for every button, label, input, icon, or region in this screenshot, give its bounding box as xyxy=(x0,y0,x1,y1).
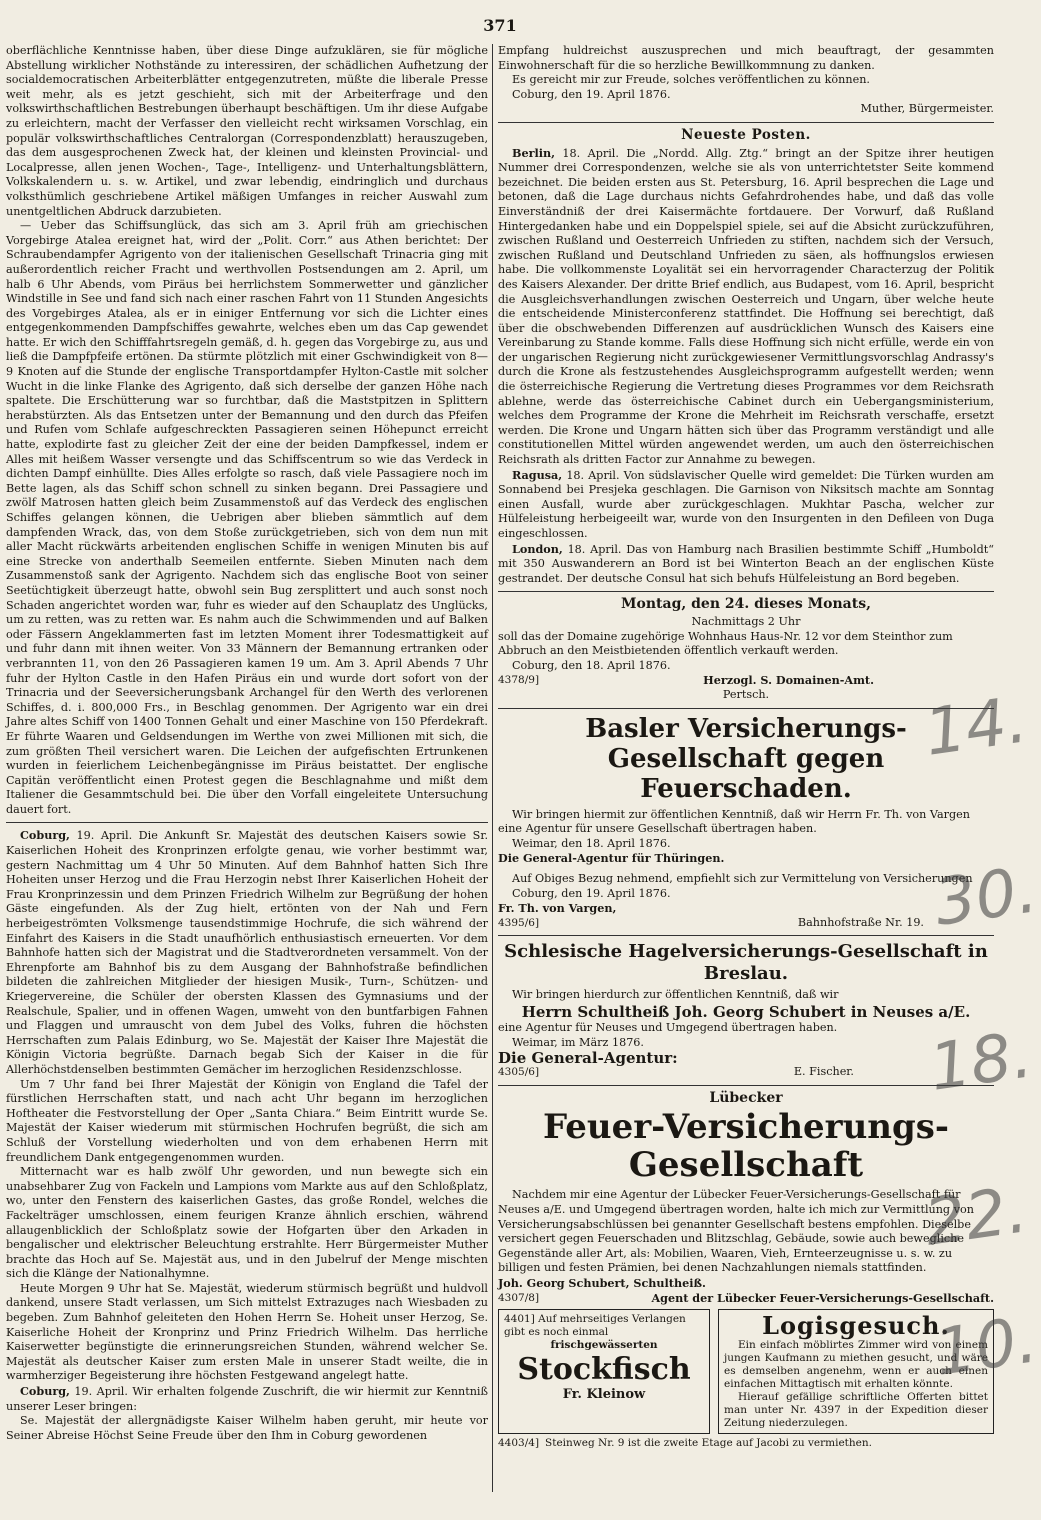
section-heading: Neueste Posten. xyxy=(681,126,811,143)
ad-text: Wir bringen hierdurch zur öffentlichen Kenntniß, daß wir xyxy=(512,988,839,1002)
ad-date: Coburg, den 19. April 1876. xyxy=(512,886,671,900)
divider xyxy=(498,591,994,592)
ad-luebecker xyxy=(498,1091,994,1305)
left-column xyxy=(6,44,488,1510)
ad-hagel xyxy=(498,941,994,1080)
news-text: 18. April. Von südslavischer Quelle wird gemeldet: Die Türken wurden am Sonnabend bei Presjeka geschlagen. Die Garnison von Niksitsch machte am Sonntag einen Ausfall, wurde aber zurückgeschlagen. Mukhtar Pascha, welcher zur Hülfeleistung herbeigeeilt war, wurde von den Insurgenten in den Defileen von Duga eingeschlossen. xyxy=(498,468,994,540)
ad-agent-title: Agent der Lübecker Feuer-Versicherungs-Gesellschaft. xyxy=(651,1290,994,1305)
ad-heading: Stockfisch xyxy=(517,1352,691,1388)
article-paragraph: Se. Majestät der allergnädigste Kaiser Wilhelm haben geruht, mir heute vor Seiner Abreise Höchst Seine Freude über den Ihm in Coburg gewordenen xyxy=(6,1414,488,1442)
ad-text: Steinweg Nr. 9 ist die zweite Etage auf Jacobi zu vermiethen. xyxy=(545,1437,872,1450)
news-text: 18. April. Die „Nordd. Allg. Ztg.“ bringt an der Spitze ihrer heutigen Nummer drei Correspondenzen, welche sie als von unterrichtetster Seite kommend bezeichnet. Die beiden ersten aus St. Petersburg, 16. April besprechen die Lage und betonen, daß die Lage durchaus nichts Gefahrdrohendes habe, und daß das volle Einverständniß der drei Kaisermächte fortdauere. Der Vorwurf, daß Rußland Hintergedanken habe und ein Doppelspiel spiele, sei auf die Absicht zurückzuführen, zwischen Rußland und Oesterreich Unfrieden zu stiften, nachdem sich der Versuch, zwischen Rußland und Deutschland Unfrieden zu säen, als hoffnungslos erwiesen habe. Die vollkommenste Loyalität sei ein hervorragender Characterzug der Politik des Kaisers Alexander. Der dritte Brief endlich, aus Budapest, vom 16. April, bespricht die Ausgleichsverhandlungen zwischen Oesterreich und Ungarn, über welche heute die entscheidende Ministerconferenz stattfindet. Die Hoffnung sei berechtigt, daß über die obschwebenden Differenzen auf ausdrücklichen Wunsch des Kaisers eine Vereinbarung zu Stande komme. Falls diese Hoffnung sich nicht erfülle, werde ein von der ungarischen Regierung nicht zurückgewiesener Vermittlungsvorschlag Andrassy's durch die Krone als festzustehendes Ausgleichsprogramm aufgestellt werden; wenn die österreichische Regierung die Vertretung dieses Programmes vor dem Reichsrath ablehne, werde das österreichische Cabinet durch ein Uebergangsministerium, welches dem Programme der Krone die Mehrheit im Reichsrath verschaffe, ersetzt werden. Die Krone und Ungarn hätten sich über das Programm verständigt und alle constitutionellen Mittel würden angewendet werden, um auch den österreichischen Reichsrath als dritten Factor zur Annahme zu bewegen. xyxy=(498,146,994,467)
divider xyxy=(498,708,994,709)
ad-date: Weimar, den 18. April 1876. xyxy=(512,836,671,850)
ad-ref-number: 4403/4] xyxy=(498,1437,540,1450)
dateline: Ragusa, xyxy=(512,467,563,482)
ad-address: Bahnhofstraße Nr. 19. xyxy=(797,915,924,929)
divider xyxy=(498,935,994,936)
pencil-annotation: 10. xyxy=(930,1303,1041,1391)
ad-ref-number: 4401] xyxy=(504,1313,535,1326)
ad-heading: Logisgesuch. xyxy=(762,1311,950,1341)
ad-text: eine Agentur für Neuses und Umgegend übertragen haben. xyxy=(498,1021,838,1035)
ad-signature-name: Pertsch. xyxy=(722,687,770,701)
page-number: 371 xyxy=(483,16,517,35)
ad-stockfisch xyxy=(498,1309,710,1434)
pencil-annotation: 22. xyxy=(920,1173,1032,1261)
pencil-annotation: 18. xyxy=(925,1018,1037,1106)
ad-logisgesuch xyxy=(718,1309,994,1434)
article-text: 19. April. Wir erhalten folgende Zuschrift, die wir hiermit zur Kenntniß unserer Leser bringen: xyxy=(6,1385,488,1413)
news-text: 18. April. Das von Hamburg nach Brasilien bestimmte Schiff „Humboldt“ mit 350 Auswanderern an Bord ist bei Winterton Beach an der englischen Küste gestrandet. Der deutsche Consul hat sich behufs Hülfeleistung an Bord begeben. xyxy=(498,542,994,585)
pencil-annotation: 14. xyxy=(920,683,1032,771)
ad-text: Hierauf gefällige schriftliche Offerten bittet man unter Nr. 4397 in der Expedition dieser Zeitung niederzulegen. xyxy=(724,1391,988,1430)
ad-signature: Die General-Agentur für Thüringen. xyxy=(498,851,725,866)
article-paragraph: oberflächliche Kenntnisse haben, über diese Dinge aufzuklären, sie für mögliche Abstellung wirklicher Nothstände zu interessiren, der schädlichen Aufhetzung der socialdemocratischen Arbeiterblätter entgegenzutreten, müßte die liberale Presse weit mehr, als es jetzt geschieht, sich mit der Arbeiterfrage und den volkswirthschaftlichen Bestrebungen überhaupt beschäftigen. Um ihr diese Aufgabe zu erleichtern, macht der Verfasser den vielleicht recht wirksamen Vorschlag, ein populär volkswirthschaftliches Centralorgan (Correspondenzblatt) herauszugeben, das dem ausgesprochenen Zweck hat, der kleinen und kleinsten Provincial- und Localpresse, allen jenen Wochen-, Tage-, Intelligenz- und Unterhaltungsblättern, Volkskalendern u. s. w. Artikel, und zwar lebendig, eindringlich und durchaus volksthümlich geschriebene Artikel mäßigen Umfanges in reicher Auswahl zum unentgeltlichen Abdruck darzubieten. xyxy=(6,44,488,218)
ad-ref-number: 4305/6] xyxy=(498,1066,540,1079)
ad-basler xyxy=(498,714,994,931)
ad-ref-number: 4378/9] xyxy=(498,674,540,687)
news-item xyxy=(498,146,994,468)
dateline: Berlin, xyxy=(512,145,555,160)
bottom-ads xyxy=(498,1309,994,1434)
ad-agent-name: Herrn Schultheiß Joh. Georg Schubert in Neuses a/E. xyxy=(521,1002,971,1021)
article-paragraph: Coburg, den 19. April 1876. xyxy=(512,87,671,101)
article-paragraph: Empfang huldreichst auszusprechen und mich beauftragt, der gesammten Einwohnerschaft für die so herzliche Bewillkommnung zu danken. xyxy=(498,44,994,72)
ad-date: Coburg, den 18. April 1876. xyxy=(512,658,671,672)
ad-text: Nachdem mir eine Agentur der Lübecker Feuer-Versicherungs-Gesellschaft für Neuses a/E. und Umgegend übertragen worden, halte ich mich zur Vermittlung von Versicherungsabschlüssen bei genannter Gesellschaft bestens empfohlen. Dieselbe versichert gegen Feuerschaden und Blitzschlag, Gebäude, sowie auch bewegliche Gegenstände aller Art, als: Mobilien, Waaren, Vieh, Ernteerzeugnisse u. s. w. zu billigen und festen Prämien, bei denen Nachzahlungen niemals stattfinden. xyxy=(498,1188,974,1275)
article-paragraph xyxy=(6,1384,488,1414)
pencil-annotation: 30. xyxy=(930,853,1041,941)
divider xyxy=(6,822,488,823)
article-paragraph: Heute Morgen 9 Uhr hat Se. Majestät, wiederum stürmisch begrüßt und huldvoll dankend, unsere Stadt verlassen, um Sich mittelst Extrazuges nach Wiesbaden zu begeben. Zum Bahnhof geleiteten den Hohen Herrn Se. Hoheit unser Herzog, Se. Kaiserliche Hoheit der Kronprinz und Prinz Friedrich Wilhelm. Das herrliche Kaiserwetter begünstigte die erinnerungsreichen Stunden, während welcher Se. Majestät als deutscher Kaiser zum ersten Male in unserer Stadt weilte, die in warmherziger Begeisterung ihre höchsten Festgewand angelegt hatte. xyxy=(6,1281,488,1383)
dateline: Coburg, xyxy=(20,828,70,843)
ad-text: Ein einfach möblirtes Zimmer wird von einem jungen Kaufmann zu miethen gesucht, und wäre es demselben angenehm, wenn er auch einen einfachen Mittagtisch mit erhalten könnte. xyxy=(724,1339,988,1391)
divider xyxy=(498,1085,994,1086)
ad-heading: Montag, den 24. dieses Monats, xyxy=(621,596,871,613)
ad-date: Weimar, im März 1876. xyxy=(512,1036,644,1050)
ad-subheading: frischgewässerten xyxy=(550,1339,658,1352)
ad-signature: Fr. Th. von Vargen, xyxy=(498,901,617,916)
article-paragraph xyxy=(6,828,488,1077)
ad-steinweg xyxy=(498,1436,994,1451)
right-column xyxy=(498,44,994,1510)
ad-text: soll das der Domaine zugehörige Wohnhaus Haus-Nr. 12 vor dem Steinthor zum Abbruch an den Meistbietenden öffentlich verkauft werden. xyxy=(498,629,953,658)
article-paragraph: Mitternacht war es halb zwölf Uhr geworden, und nun bewegte sich ein unabsehbarer Zug von Fackeln und Lampions vom Markte aus auf den Schloßplatz, wo, unter den Fenstern des kaiserlichen Gastes, das große Rondel, welches die Fackelträger umschlossen, einem feurigen Kranze ähnlich erschien, während allaugenblicklich der Schloßplatz sowie der Hofgarten über den Arkaden in bengalischer und elektrischer Beleuchtung erstrahlte. Herr Bürgermeister Muther brachte das Hoch auf Se. Majestät aus, und in den Jubelruf der Menge mischten sich die Klänge der Nationalhymne. xyxy=(6,1165,488,1281)
ad-signature: Joh. Georg Schubert, Schultheiß. xyxy=(498,1276,706,1290)
ad-signature: Fr. Kleinow xyxy=(562,1387,646,1403)
column-rule xyxy=(492,44,493,1492)
ad-heading-top: Lübecker xyxy=(709,1089,783,1106)
ad-ref-number: 4307/8] xyxy=(498,1291,540,1304)
ad-subheading: Nachmittags 2 Uhr xyxy=(691,614,801,628)
news-item xyxy=(498,542,994,587)
article-text: 19. April. Die Ankunft Sr. Majestät des deutschen Kaisers sowie Sr. Kaiserlichen Hoheit des Kronprinzen erfolgte genau, wie vorher bestimmt war, gestern Nachmittag um 4 Uhr 50 Minuten. Auf dem Bahnhof hatten Sich Ihre Hoheiten unser Herzog und die Frau Herzogin nebst Ihrer Kaiserlichen Hoheit der Frau Kronprinzessin und dem Prinzen Friedrich Wilhelm zur Begrüßung der hohen Gäste eingefunden. Als der Zug hielt, ertönten von der Nah und Fern herbeigeströmten Volksmenge tausendstimmige Hochrufe, die sich während der Einfahrt des Kaisers in die Stadt unaufhörlich enthusiastisch erneuerten. Vor dem Bahnhofe hatten sich der Magistrat und die Stadtverordneten versammelt. Von der Ehrenpforte am Bahnhof bis zu dem Ausgang der Bahnhofstraße befindlichen bildeten die zahlreichen Mitglieder der hiesigen Musik-, Turn-, Schützen- und Kriegervereine, die Schüler der obersten Klassen des Gymnasiums und der Realschule, Spalier, und in offenen Wagen, umweht von den buntfarbigen Fahnen und Flaggen und umrauscht von dem Jubel des Volks, fuhren die höchsten Herrschaften zum Palais Edinburg, wo Se. Majestät der Kaiser Ihre Majestät die Königin Victoria begrüßte. Darnach begab Sich der Kaiser in die für Allerhöchstdenselben bestimmten Gemächer im herzoglichen Residenzschlosse. xyxy=(6,829,488,1076)
signature: Muther, Bürgermeister. xyxy=(860,102,994,116)
ad-heading: Schlesische Hagelversicherungs-Gesellschaft in Breslau. xyxy=(504,941,988,985)
article-paragraph: Um 7 Uhr fand bei Ihrer Majestät der Königin von England die Tafel der fürstlichen Herrschaften statt, und nach acht Uhr begann im herzoglichen Hoftheater die Festvorstellung der Oper „Santa Chiara.“ Beim Eintritt wurde Se. Majestät der Kaiser wiederum mit stürmischen Hochrufen begrüßt, die sich am Schluß der Vorstellung wiederholten und von dem erhabenen Herrn mit freundlichem Dank entgegengenommen wurden. xyxy=(6,1077,488,1164)
ad-signature: Herzogl. S. Domainen-Amt. xyxy=(703,673,874,688)
dateline: London, xyxy=(512,541,563,556)
news-item xyxy=(498,468,994,542)
ad-heading: Feuer-Versicherungs-Gesellschaft xyxy=(542,1107,950,1186)
ad-text: Auf Obiges Bezug nehmend, empfiehlt sich zur Vermittelung von Versicherungen xyxy=(512,871,973,885)
dateline: Coburg, xyxy=(20,1384,70,1399)
ad-ref-number: 4395/6] xyxy=(498,916,540,929)
divider xyxy=(498,122,994,123)
ad-heading: Basler Versicherungs-Gesellschaft gegen Feuerschaden. xyxy=(585,713,907,804)
ad-text: Wir bringen hiermit zur öffentlichen Kenntniß, daß wir Herrn Fr. Th. von Vargen eine Agentur für unsere Gesellschaft übertragen haben. xyxy=(498,807,970,836)
article-paragraph: — Ueber das Schiffsunglück, das sich am 3. April früh am griechischen Vorgebirge Ataleа ereignet hat, wird der „Polit. Corr.“ aus Athen berichtet: Der Schraubendampfer Agrigento von der italienischen Gesellschaft Trinacria ging mit außerordentlich reicher Fracht und werthvollen Postsendungen am 2. April, um halb 6 Uhr Abends, vom Piräus bei herrlichstem Sommerwetter und gänzlicher Windstille in See und fand sich nach einer raschen Fahrt von 11 Stunden Angesichts des Vorgebirges Atalea, als er in einiger Entfernung vor sich die Lichter eines entgegenkommenden Dampfschiffes gewahrte, welches eben um das Cap gewendet hatte. Er wich den Schifffahrtsregeln gemäß, d. h. gegen das Vorgebirge zu, aus und ließ die Dampfpfeife ertönen. Da stürmte plötzlich mit einer Gschwindigkeit von 8—9 Knoten auf die Stunde der englische Transportdampfer Hylton-Castle mit solcher Wucht in die linke Flanke des Agrigento, daß sich derselbe der ganzen Höhe nach spaltete. Die Erschütterung war so furchtbar, daß die Maststpitzen in Splittern herabstürzten. Als das Entsetzen unter der Bemannung und den durch das Pfeifen und Rufen vom Schlafe aufgeschreckten Passagieren seinen Höhepunct erreicht hatte, explodirte fast zu gleicher Zeit der eine der beiden Dampfkessel, indem er Alles mit heißem Wasser versengte und das Schiffscentrum so wie das Verdeck in dichten Dampf einhüllte. Dies Alles erfolgte so rasch, daß viele Passagiere noch im Bette lagen, als das Schiff schon schnell zu sinken begann. Drei Passagiere und zwölf Matrosen hatten gleich beim Zusammenstoß auf das Verdeck des englischen Schiffes gelangen können, die Uebrigen aber blieben sämmtlich auf dem dampfenden Wrack, das, von dem Stoße zurückgetrieben, sich von dem nun mit aller Macht rückwärts arbeitenden englischen Schiffe in wenigen Minuten bis auf eine Strecke von anderthalb Seemeilen entfernte. Sieben Minuten nach dem Zusammenstoß sank der Agrigento. Nachdem sich das englische Boot von seiner Seetüchtigkeit überzeugt hatte, obwohl sein Bug zersplittert und auch sonst noch Schaden angerichtet worden war, fuhr es wieder auf den Schauplatz des Unglücks, um zu retten, was zu retten war. Es nahm auch die Schwimmenden und auf Balken oder Fässern Angeklammerten fast im letzten Moment ihrer Todesmattigkeit auf und fuhr dann mit ihnen weiter. Von 33 Männern der Bemannung ertranken oder verbrannten 11, von den 26 Passagieren kamen 19 um. Am 3. April Abends 7 Uhr fuhr der Hylton Castle in den Hafen Piräus ein und wurde dort sofort von der Trinacria und der Seeversicherungsbank Archangel für den Werth des verlorenen Schiffes, d. i. 800,000 Frs., in Beschlag genommen. Der Agrigento war ein drei Jahre altes Schiff von 1400 Tonnen Gehalt und einer Maschine von 150 Pferdekraft. Er führte Waaren und Geldsendungen im Werthe von zwei Millionen mit sich, die zum größten Theil versichert waren. Die Leichen der aufgefischten Ertrunkenen wurden in feierlichem Leichenbegängnisse im Piräus beistattet. Der englische Capitän veröffentlicht einen Protest gegen die Beschlagnahme und mißt dem Italiener die Gesammtschuld bei. Die über den Vorfall eingeleitete Untersuchung dauert fort. xyxy=(6,219,488,816)
ad-text: Auf mehrseitiges Verlangen gibt es noch einmal xyxy=(504,1313,686,1339)
ad-signature: Die General-Agentur: xyxy=(498,1048,678,1067)
ad-domain-sale xyxy=(498,597,994,702)
article-paragraph: Es gereicht mir zur Freude, solches veröffentlichen zu können. xyxy=(512,73,870,87)
ad-signature-name: E. Fischer. xyxy=(793,1065,854,1079)
